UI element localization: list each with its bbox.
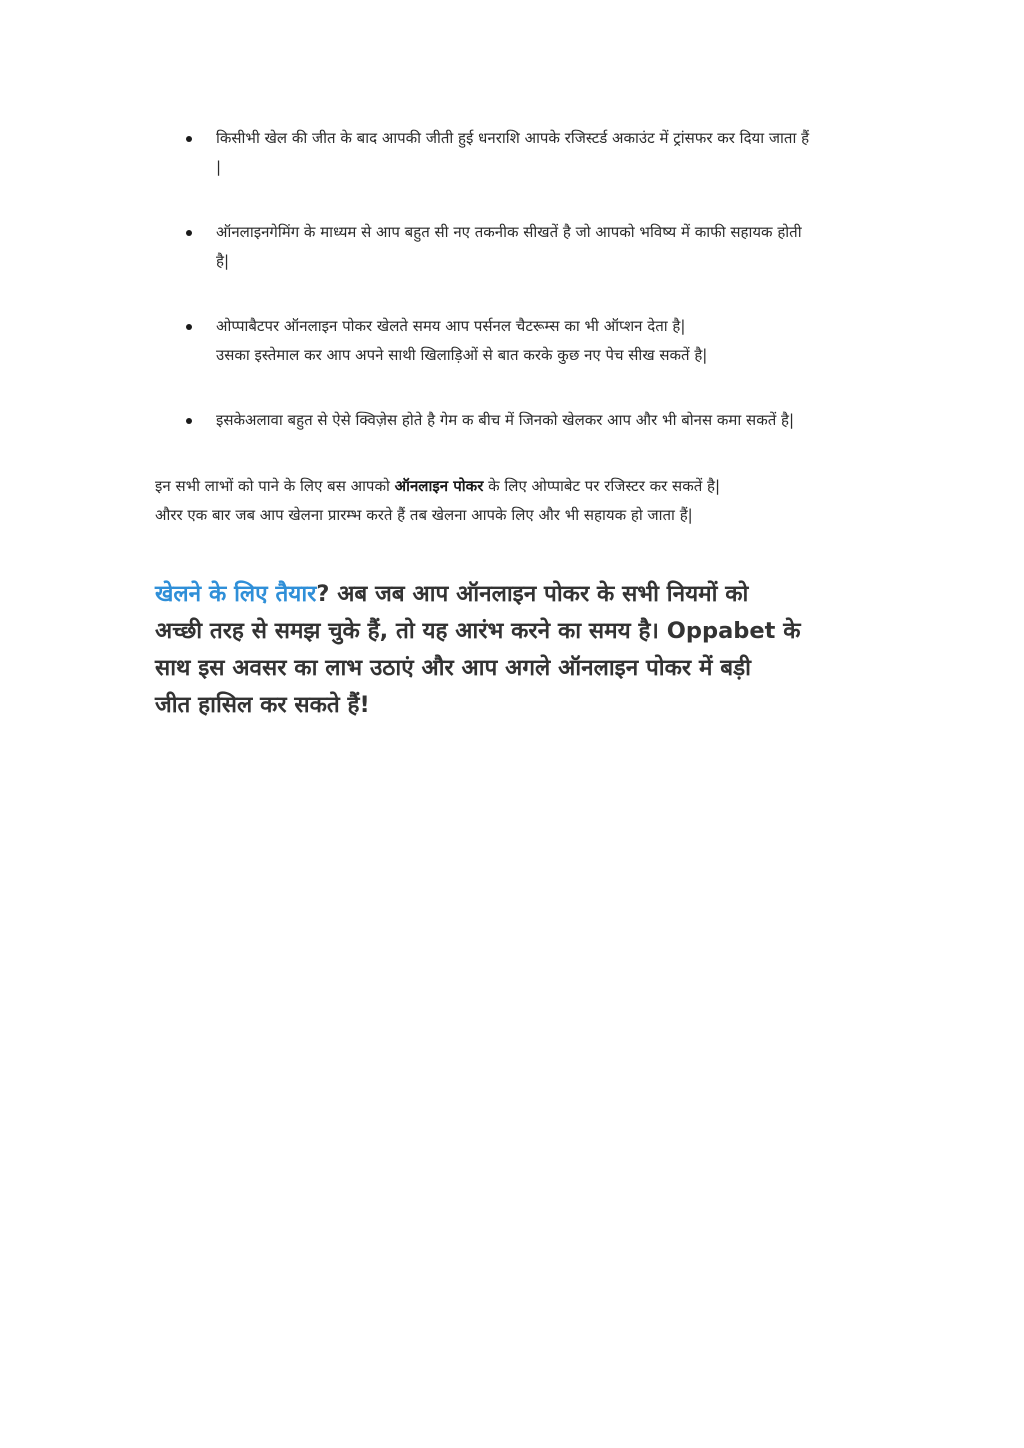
bullet-icon bbox=[186, 324, 192, 330]
list-item bbox=[180, 406, 870, 435]
summary-line bbox=[155, 472, 875, 501]
bullet-icon bbox=[186, 230, 192, 236]
call-to-action-heading bbox=[155, 576, 875, 724]
list-item-text: ओप्पाबैटपर ऑनलाइन पोकर खेलते समय आप पर्सनल चैटरूम्स का भी ऑप्शन देता है| bbox=[216, 317, 686, 335]
list-item bbox=[180, 124, 870, 182]
cta-line: साथ इस अवसर का लाभ उठाएं और आप अगले ऑनलाइन पोकर में बड़ी bbox=[155, 655, 751, 681]
list-item-text: है| bbox=[216, 252, 230, 270]
cta-text: ? अब जब आप ऑनलाइन पोकर के सभी नियमों को bbox=[316, 581, 749, 607]
list-item bbox=[180, 312, 870, 370]
summary-text: इन सभी लाभों को पाने के लिए बस आपको bbox=[155, 477, 395, 495]
cta-line: अच्छी तरह से समझ चुके हैं, तो यह आरंभ करने का समय है। Oppabet के bbox=[155, 618, 801, 644]
list-item-text: उसका इस्तेमाल कर आप अपने साथी खिलाड़िओं से बात करके कुछ नए पेच सीख सकतें है| bbox=[216, 346, 708, 364]
summary-paragraph bbox=[155, 472, 875, 530]
cta-line: जीत हासिल कर सकते हैं! bbox=[155, 692, 370, 718]
bullet-icon bbox=[186, 136, 192, 142]
list-item-text: इसकेअलावा बहुत से ऐसे क्विज़ेस होते है गेम क बीच में जिनको खेलकर आप और भी बोनस कमा सकतें है| bbox=[216, 411, 795, 429]
bullet-icon bbox=[186, 418, 192, 424]
benefits-list bbox=[180, 124, 870, 471]
summary-line: औरर एक बार जब आप खेलना प्रारम्भ करते हैं तब खेलना आपके लिए और भी सहायक हो जाता हैं| bbox=[155, 506, 693, 524]
ready-to-play-link[interactable]: खेलने के लिए तैयार bbox=[155, 581, 317, 607]
list-item-text: ऑनलाइनगेमिंग के माध्यम से आप बहुत सी नए तकनीक सीखतें है जो आपको भविष्य में काफी सहायक होती bbox=[216, 223, 802, 241]
summary-bold-text: ऑनलाइन पोकर bbox=[394, 477, 484, 495]
cta-line bbox=[155, 576, 875, 613]
list-item bbox=[180, 218, 870, 276]
summary-text: के लिए ओप्पाबेट पर रजिस्टर कर सकतें है| bbox=[483, 477, 721, 495]
list-item-text: किसीभी खेल की जीत के बाद आपकी जीती हुई धनराशि आपके रजिस्टर्ड अकाउंट में ट्रांसफर कर दिया जाता हैं bbox=[216, 129, 810, 147]
list-item-text: | bbox=[216, 158, 222, 176]
